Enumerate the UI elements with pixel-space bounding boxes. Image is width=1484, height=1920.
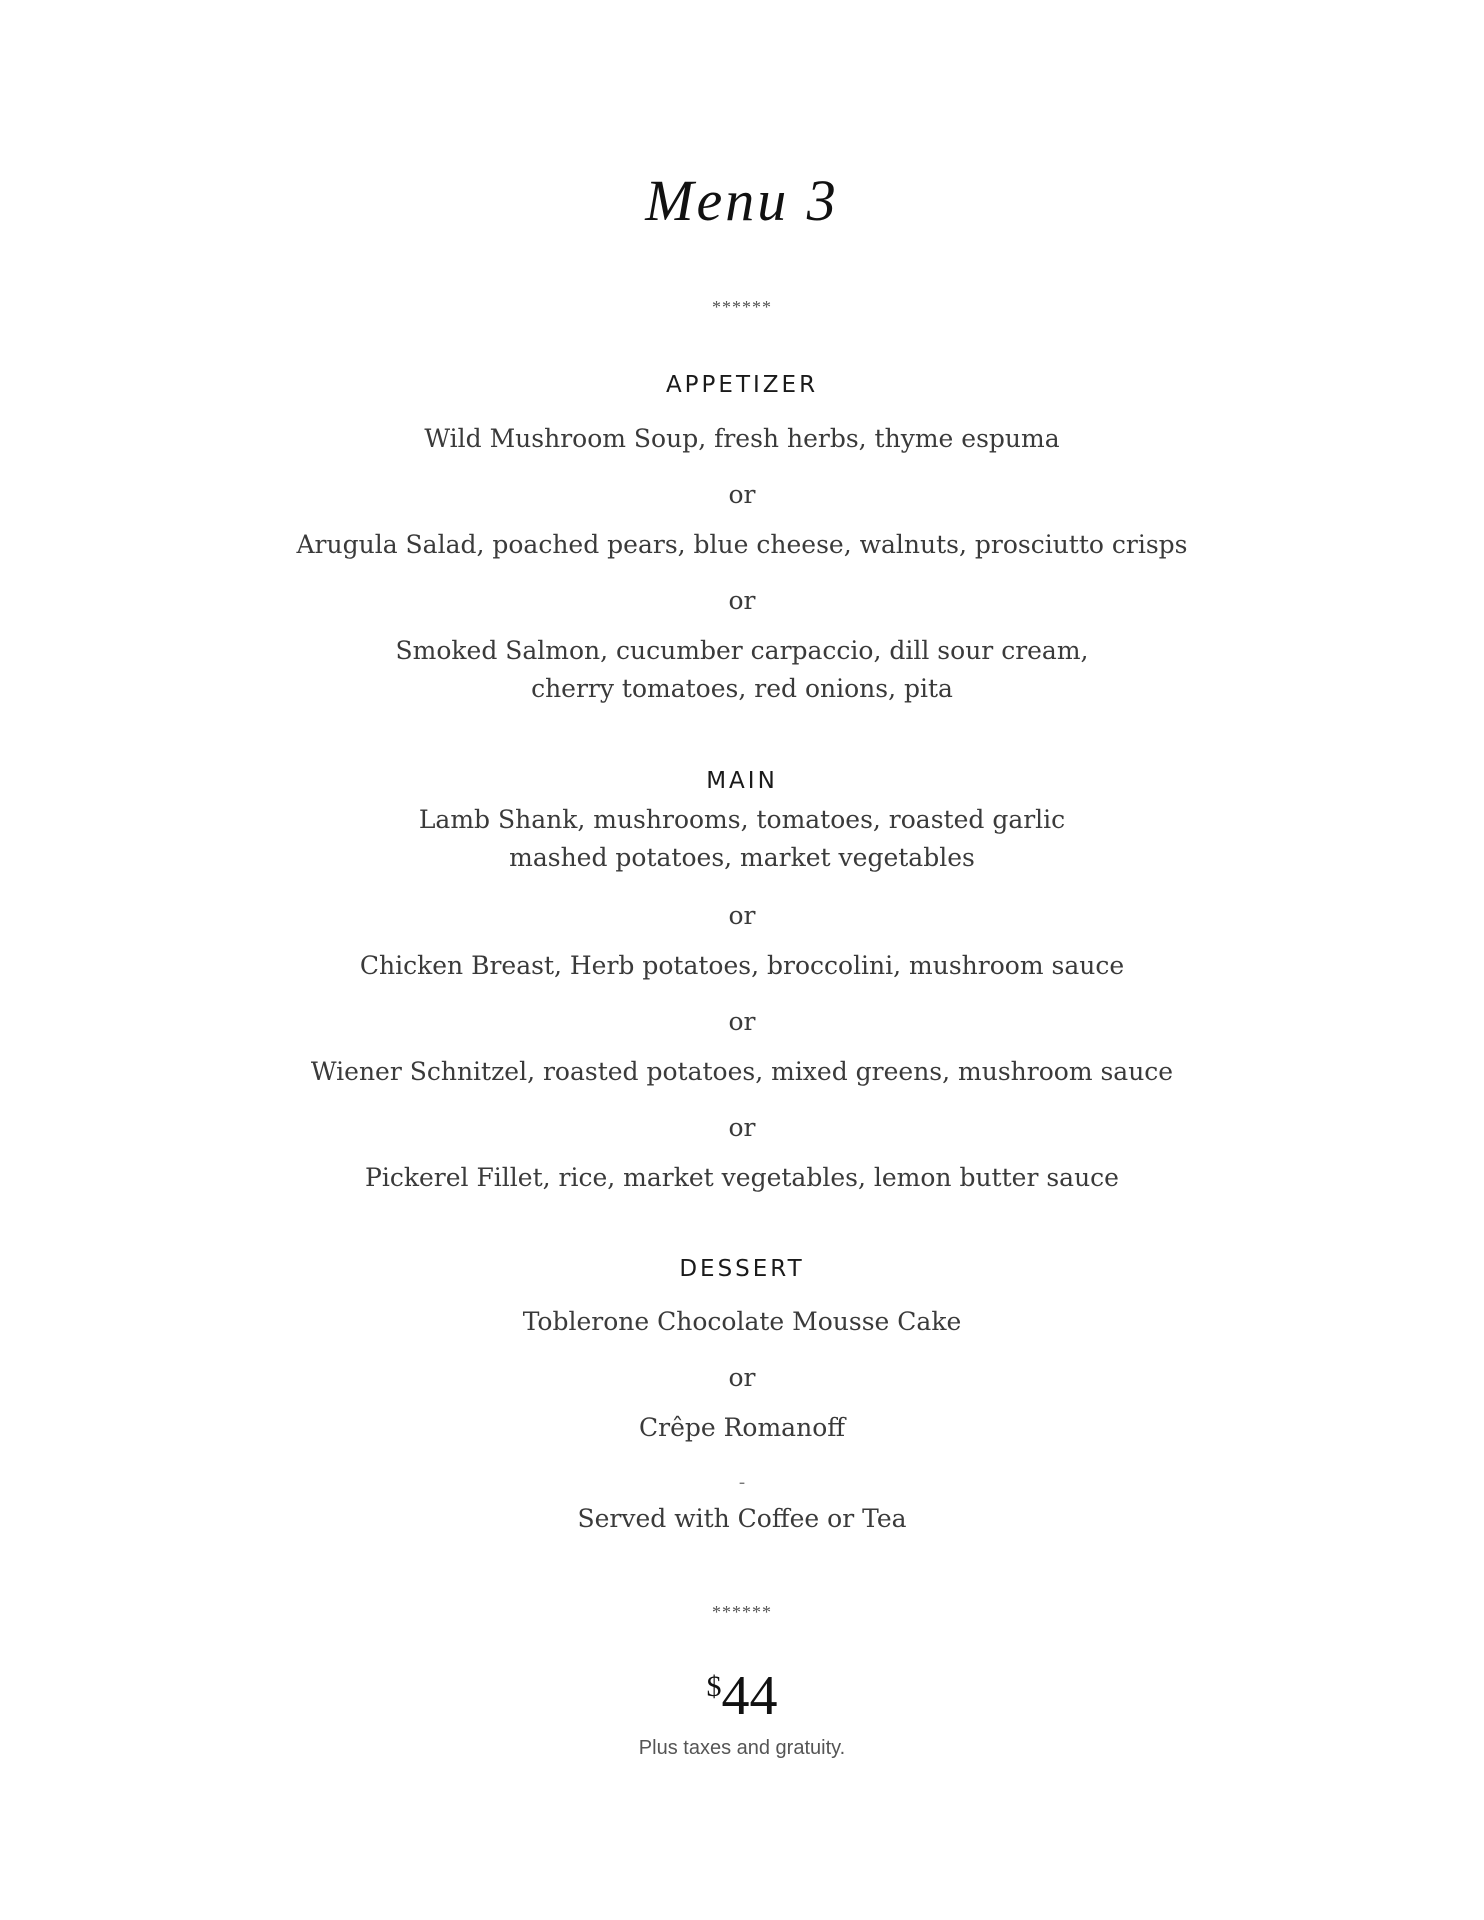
bottom-separator: ****** <box>712 1602 772 1622</box>
dessert-dash: - <box>738 1472 746 1493</box>
main-item-pickerel: Pickerel Fillet, rice, market vegetables, lemon butter sauce <box>365 1163 1119 1192</box>
menu-title: Menu 3 <box>645 168 839 233</box>
or-divider: or <box>728 480 756 509</box>
or-divider: or <box>728 586 756 615</box>
dessert-item-crepe: Crêpe Romanoff <box>638 1413 846 1442</box>
price-amount: 44 <box>721 1665 778 1727</box>
price-note: Plus taxes and gratuity. <box>638 1737 846 1759</box>
or-divider: or <box>728 1363 756 1392</box>
or-divider: or <box>728 1007 756 1036</box>
appetizer-item-soup: Wild Mushroom Soup, fresh herbs, thyme espuma <box>424 424 1060 453</box>
main-item-lamb-line-1: Lamb Shank, mushrooms, tomatoes, roasted garlic <box>418 805 1066 834</box>
top-separator: ****** <box>712 297 772 317</box>
appetizer-heading: APPETIZER <box>665 372 819 398</box>
appetizer-item-salmon <box>0 632 1484 708</box>
main-item-schnitzel: Wiener Schnitzel, roasted potatoes, mixed greens, mushroom sauce <box>310 1057 1174 1086</box>
dessert-heading: DESSERT <box>679 1256 805 1282</box>
served-with-text: Served with Coffee or Tea <box>577 1504 907 1533</box>
main-heading: MAIN <box>706 768 778 794</box>
main-item-lamb-line-2: mashed potatoes, market vegetables <box>509 843 975 872</box>
appetizer-item-salmon-line-2: cherry tomatoes, red onions, pita <box>531 674 953 703</box>
price <box>0 1665 1484 1727</box>
main-item-chicken: Chicken Breast, Herb potatoes, broccolini, mushroom sauce <box>359 951 1125 980</box>
appetizer-item-salmon-line-1: Smoked Salmon, cucumber carpaccio, dill sour cream, <box>395 636 1089 665</box>
appetizer-item-salad: Arugula Salad, poached pears, blue cheese, walnuts, prosciutto crisps <box>296 530 1188 559</box>
or-divider: or <box>728 1113 756 1142</box>
main-item-lamb <box>0 801 1484 877</box>
or-divider: or <box>728 901 756 930</box>
price-currency: $ <box>706 1670 722 1703</box>
dessert-item-cake: Toblerone Chocolate Mousse Cake <box>522 1307 962 1336</box>
